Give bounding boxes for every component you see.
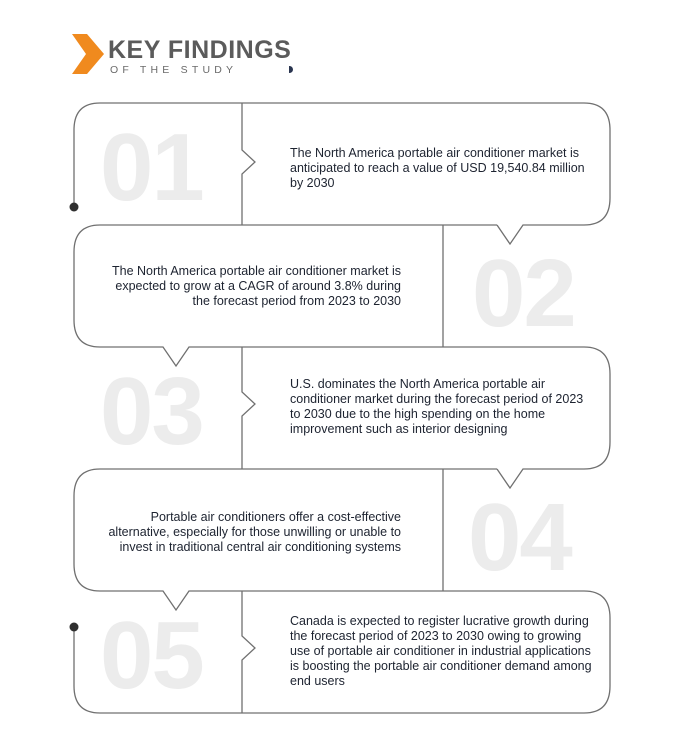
finding-number-1: 01 bbox=[100, 114, 203, 221]
finding-number-2: 02 bbox=[472, 240, 575, 347]
finding-number-3: 03 bbox=[100, 358, 203, 465]
title-dot-icon bbox=[289, 66, 293, 73]
finding-box-1-divider bbox=[242, 103, 255, 225]
finding-text-1: The North America portable air conditioner market is anticipated to reach a value of USD 19,540.84 million by 2030 bbox=[290, 146, 585, 190]
finding-box-3-divider bbox=[242, 347, 255, 469]
timeline-start-dot bbox=[70, 203, 79, 212]
finding-number-5: 05 bbox=[100, 602, 203, 709]
finding-text-2: The North America portable air conditioner market is expected to grow at a CAGR of around 3.8% during the forecast period from 2023 to 2030 bbox=[111, 264, 401, 308]
chevron-logo-icon bbox=[72, 34, 108, 74]
finding-text-5: Canada is expected to register lucrative growth during the forecast period of 2023 to 2030 owing to growing use of portable air conditioner in industrial applications is boosting the portable air conditioner demand among end users bbox=[290, 614, 592, 688]
key-findings-header bbox=[72, 34, 372, 84]
timeline-end-dot bbox=[70, 623, 79, 632]
finding-box-5-divider bbox=[242, 591, 255, 713]
finding-box-1-left-edge bbox=[74, 103, 100, 207]
finding-number-4: 04 bbox=[468, 484, 571, 591]
page-title: KEY FINDINGS bbox=[108, 36, 292, 64]
finding-text-3: U.S. dominates the North America portable air conditioner market during the forecast period of 2023 to 2030 due to the high spending on the home improvement such as interior designing bbox=[290, 377, 584, 436]
finding-text-4: Portable air conditioners offer a cost-effective alternative, especially for those unwilling or unable to invest in traditional central air conditioning systems bbox=[108, 510, 401, 554]
page-subtitle: OF THE STUDY bbox=[110, 64, 238, 76]
